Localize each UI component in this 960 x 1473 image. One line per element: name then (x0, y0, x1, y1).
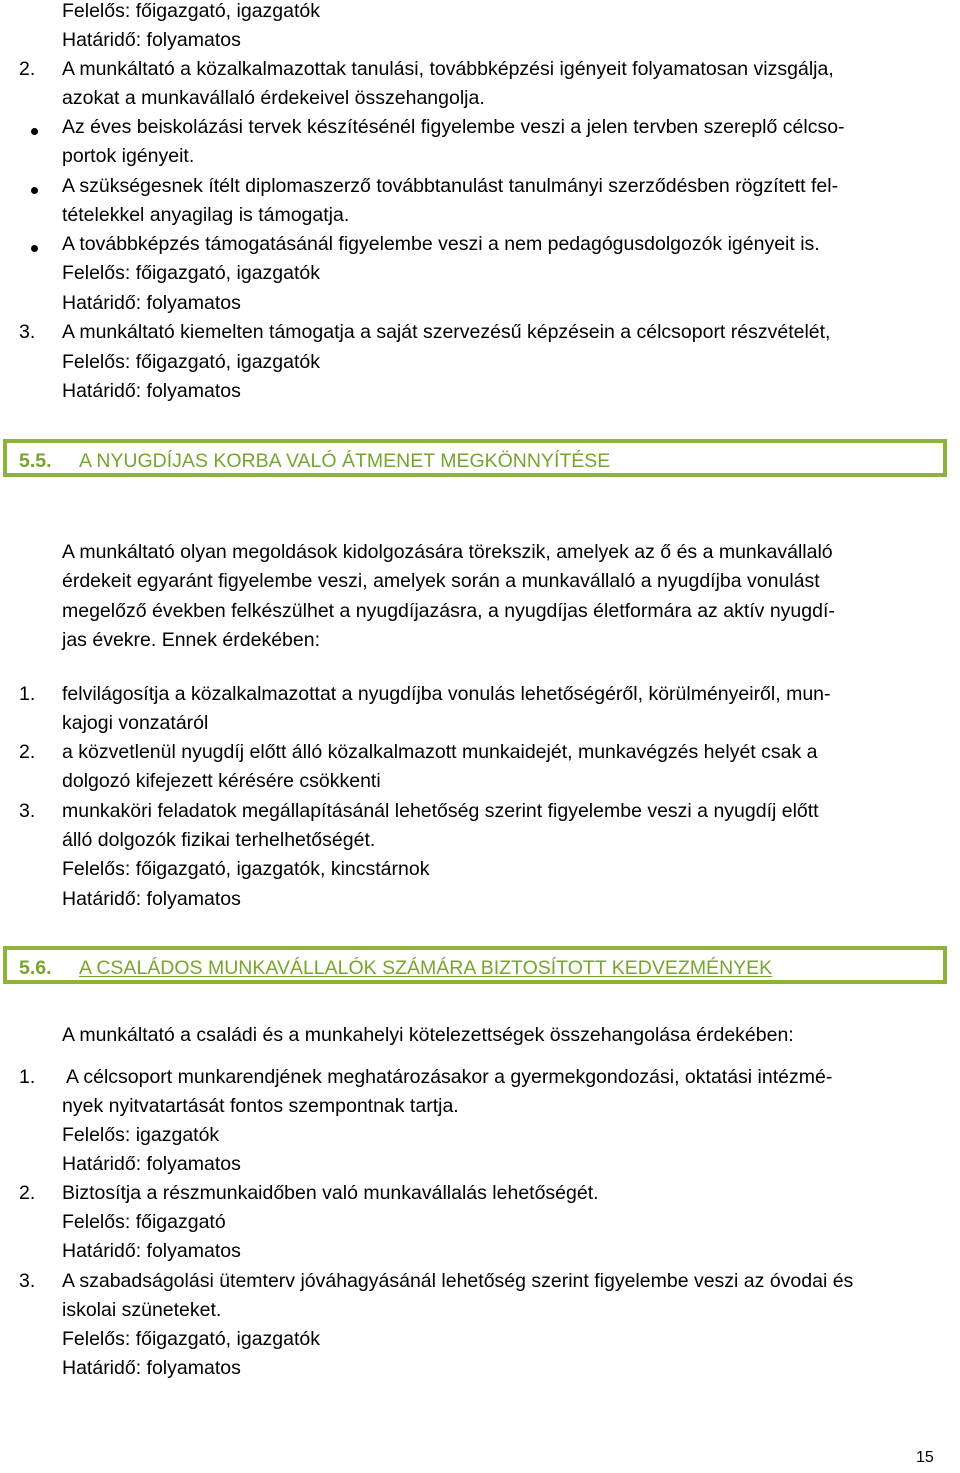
text-line: felvilágosítja a közalkalmazottat a nyugdíjba vonulás lehetőségéről, körülményeiről, mun- (62, 683, 831, 705)
page-number: 15 (916, 1449, 934, 1466)
list-number: 3. (19, 1270, 36, 1292)
text-line: A célcsoport munkarendjének meghatározásakor a gyermekgondozási, oktatási intézmé- (66, 1066, 833, 1088)
text-line: portok igényeit. (62, 145, 195, 167)
text-line: A szükségesnek ítélt diplomaszerző továbbtanulást tanulmányi szerződésben rögzített fel- (62, 175, 839, 197)
text-line: Határidő: folyamatos (62, 29, 241, 51)
text-line: Határidő: folyamatos (62, 292, 241, 314)
list-number: 3. (19, 800, 36, 822)
text-line: Határidő: folyamatos (62, 1357, 241, 1379)
text-line: A munkáltató kiemelten támogatja a saját szervezésű képzésein a célcsoport részvételét, (62, 321, 831, 343)
section-title: A CSALÁDOS MUNKAVÁLLALÓK SZÁMÁRA BIZTOSÍTOTT KEDVEZMÉNYEK (79, 957, 773, 979)
text-line: érdekeit egyaránt figyelembe veszi, amelyek során a munkavállaló a nyugdíjba vonulást (62, 570, 820, 592)
text-line: Határidő: folyamatos (62, 1153, 241, 1175)
section-title: A NYUGDÍJAS KORBA VALÓ ÁTMENET MEGKÖNNYÍTÉSE (79, 450, 611, 472)
text-line: dolgozó kifejezett kérésére csökkenti (62, 770, 381, 792)
text-line: Felelős: igazgatók (62, 1124, 220, 1146)
text-line: Határidő: folyamatos (62, 888, 241, 910)
list-number: 2. (19, 741, 36, 763)
list-number: 2. (19, 58, 36, 80)
text-line: Határidő: folyamatos (62, 1240, 241, 1262)
text-line: a közvetlenül nyugdíj előtt álló közalkalmazott munkaidejét, munkavégzés helyét csak a (62, 741, 818, 763)
section-heading-5-6 (3, 946, 947, 984)
list-number: 1. (19, 1066, 36, 1088)
list-number: 3. (19, 321, 36, 343)
list-number: 1. (19, 683, 36, 705)
text-line: A szabadságolási ütemterv jóváhagyásánál lehetőség szerint figyelembe veszi az óvodai és (62, 1270, 854, 1292)
text-line: tételekkel anyagilag is támogatja. (62, 204, 350, 226)
text-line: Felelős: főigazgató, igazgatók, kincstárnok (62, 858, 430, 880)
bullet-icon (31, 187, 38, 194)
text-line: A munkáltató olyan megoldások kidolgozására törekszik, amelyek az ő és a munkavállaló (62, 541, 833, 563)
text-line: A továbbképzés támogatásánál figyelembe veszi a nem pedagógusdolgozók igényeit is. (62, 233, 820, 255)
text-line: kajogi vonzatáról (62, 712, 209, 734)
text-line: álló dolgozók fizikai terhelhetőségét. (62, 829, 376, 851)
bullet-icon (31, 128, 38, 135)
text-line: A munkáltató a családi és a munkahelyi kötelezettségek összehangolása érdekében: (62, 1024, 794, 1046)
section-heading-5-5 (3, 439, 947, 477)
text-line: Felelős: főigazgató (62, 1211, 226, 1233)
text-line: A munkáltató a közalkalmazottak tanulási, továbbképzési igényeit folyamatosan vizsgálja, (62, 58, 834, 80)
text-line: iskolai szüneteket. (62, 1299, 222, 1321)
text-line: Biztosítja a részmunkaidőben való munkavállalás lehetőségét. (62, 1182, 599, 1204)
text-line: Határidő: folyamatos (62, 380, 241, 402)
text-line: azokat a munkavállaló érdekeivel összehangolja. (62, 87, 485, 109)
section-number: 5.5. (19, 450, 52, 472)
text-line: Felelős: főigazgató, igazgatók (62, 0, 320, 22)
text-line: Felelős: főigazgató, igazgatók (62, 262, 320, 284)
bullet-icon (31, 245, 38, 252)
text-line: Felelős: főigazgató, igazgatók (62, 351, 320, 373)
text-line: nyek nyitvatartását fontos szempontnak tartja. (62, 1095, 459, 1117)
text-line: munkaköri feladatok megállapításánál lehetőség szerint figyelembe veszi a nyugdíj előtt (62, 800, 819, 822)
section-number: 5.6. (19, 957, 52, 979)
text-line: megelőző években felkészülhet a nyugdíjazásra, a nyugdíjas életformára az aktív nyugdí- (62, 600, 835, 622)
list-number: 2. (19, 1182, 36, 1204)
text-line: Az éves beiskolázási tervek készítésénél figyelembe veszi a jelen tervben szereplő célcso- (62, 116, 845, 138)
text-line: Felelős: főigazgató, igazgatók (62, 1328, 320, 1350)
text-line: jas évekre. Ennek érdekében: (62, 629, 320, 651)
